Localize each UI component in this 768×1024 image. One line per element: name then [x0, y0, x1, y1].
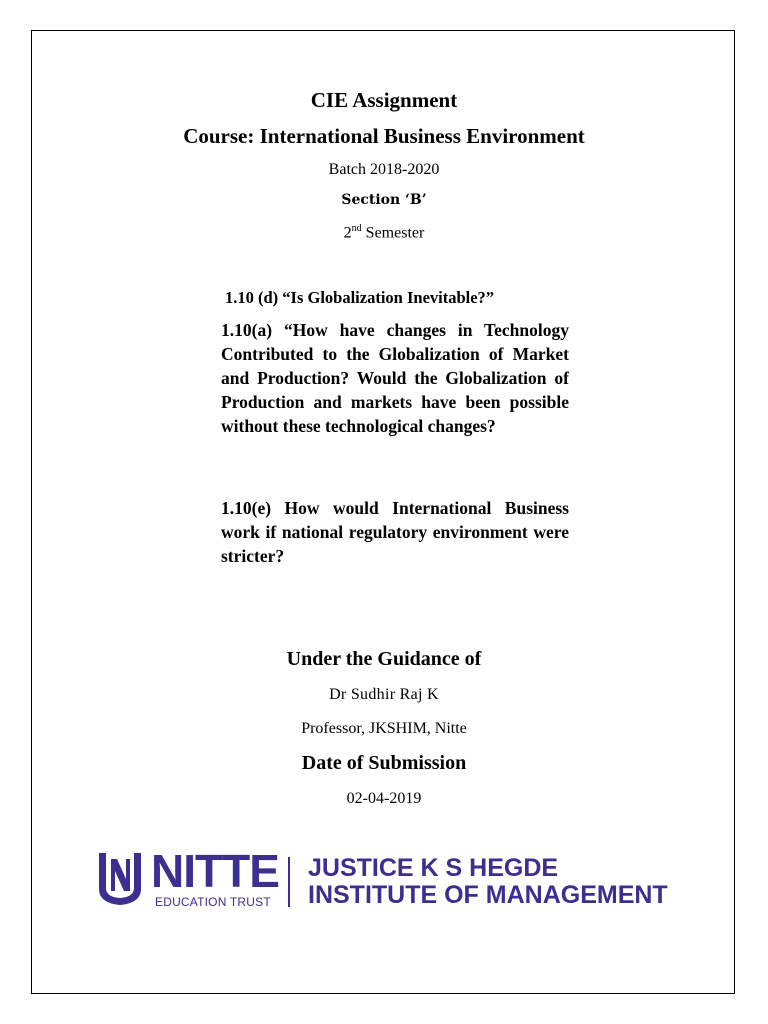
semester-text: Semester [361, 224, 425, 242]
logo-institute-name [308, 855, 668, 909]
question-heading: 1.10 (d) “Is Globalization Inevitable?” [225, 288, 495, 307]
logo-divider [288, 857, 290, 907]
guidance-label: Under the Guidance of [286, 648, 482, 670]
logo-institute-line2: INSTITUTE OF MANAGEMENT [308, 881, 668, 909]
semester-number: 2 [343, 224, 352, 242]
section-label: Section ‘B’ [341, 192, 427, 208]
question-e: 1.10(e) How would International Business work if national regulatory environment were stricter? [221, 498, 569, 566]
course-title: Course: International Business Environment [183, 124, 585, 148]
semester-suffix: nd [351, 223, 362, 234]
guide-role: Professor, JKSHIM, Nitte [301, 720, 467, 737]
logo-brand: NITTE [151, 845, 279, 897]
logo-trust: EDUCATION TRUST [155, 895, 271, 909]
guide-name: Dr Sudhir Raj K [329, 686, 439, 703]
nitte-emblem-icon [95, 847, 145, 907]
logo-institute-line1: JUSTICE K S HEGDE [308, 854, 559, 882]
batch-label: Batch 2018-2020 [328, 161, 440, 178]
institute-logo [93, 843, 703, 913]
semester-label [0, 223, 768, 242]
question-a: 1.10(a) “How have changes in Technology Contributed to the Globalization of Market and Production? Would the Globalization of Production and markets have been possible without these technological changes? [221, 320, 569, 436]
assignment-title: CIE Assignment [310, 88, 458, 112]
submission-label: Date of Submission [301, 752, 467, 774]
submission-date: 02-04-2019 [346, 790, 422, 807]
